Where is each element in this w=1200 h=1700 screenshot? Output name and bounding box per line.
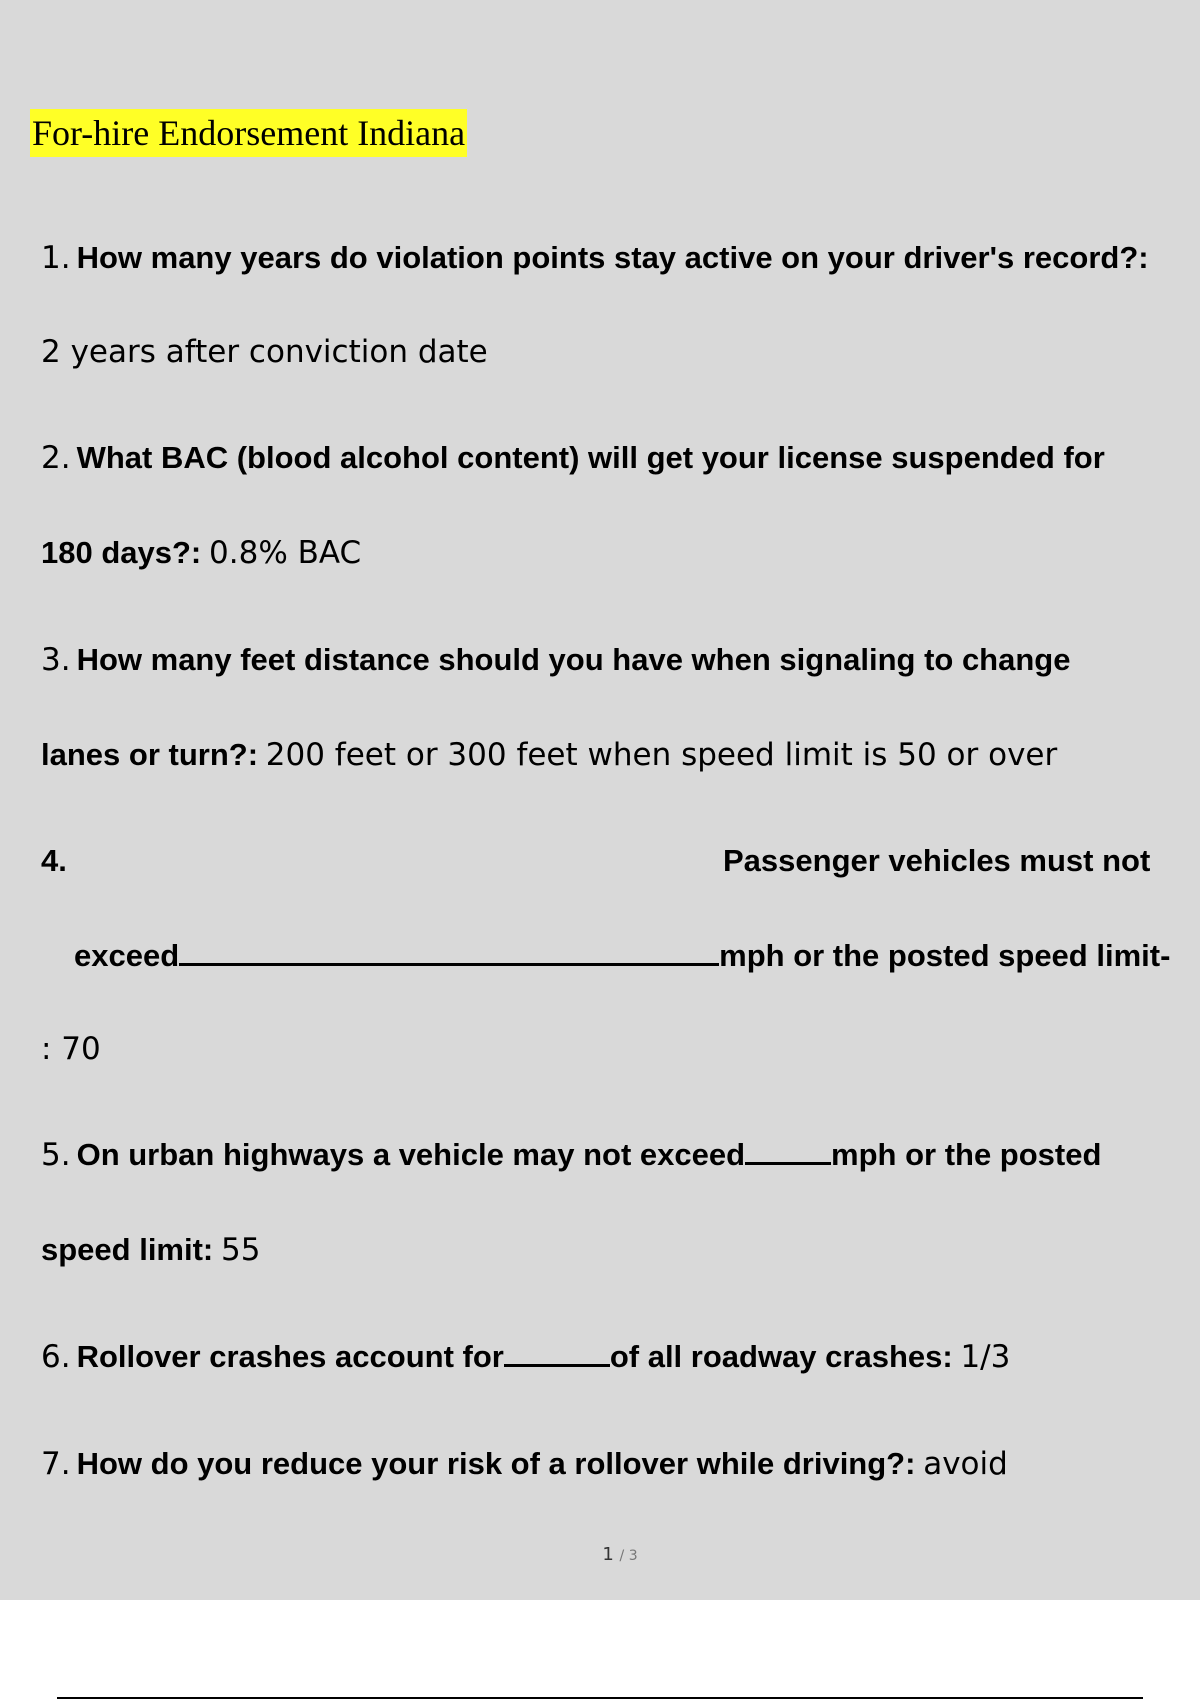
answer-text: : 70 bbox=[41, 1031, 101, 1067]
question-text: speed limit: bbox=[41, 1232, 214, 1267]
question-text: 180 days?: bbox=[41, 535, 202, 570]
question-4 bbox=[723, 843, 1150, 879]
question-text: Rollover crashes account for bbox=[76, 1339, 504, 1374]
question-4-continued bbox=[74, 938, 1170, 974]
question-2-continued bbox=[41, 535, 361, 571]
answer-text: 1/3 bbox=[960, 1339, 1011, 1375]
page-divider bbox=[57, 1697, 1143, 1699]
question-number: 6. bbox=[41, 1339, 71, 1375]
question-text: How many years do violation points stay active on your driver's record?: bbox=[76, 240, 1149, 275]
question-text: of all roadway crashes: bbox=[609, 1339, 953, 1374]
page-indicator bbox=[0, 1544, 1200, 1565]
question-5-continued bbox=[41, 1232, 260, 1268]
question-number: 7. bbox=[41, 1446, 71, 1482]
question-text: mph or the posted bbox=[831, 1137, 1102, 1172]
question-7 bbox=[41, 1446, 1008, 1482]
question-number: 3. bbox=[41, 642, 71, 678]
question-number: 2. bbox=[41, 440, 71, 476]
question-3 bbox=[41, 642, 1070, 678]
question-text: exceed bbox=[74, 938, 180, 973]
answer-1 bbox=[41, 334, 488, 370]
question-5 bbox=[41, 1137, 1101, 1173]
current-page-number: 1 bbox=[602, 1544, 614, 1565]
question-1 bbox=[41, 240, 1149, 276]
answer-text: 2 years after conviction date bbox=[41, 334, 488, 370]
answer-text: 0.8% BAC bbox=[209, 535, 362, 571]
fill-in-blank bbox=[745, 1140, 831, 1165]
question-text: mph or the posted speed limit- bbox=[719, 938, 1171, 973]
document-title: For-hire Endorsement Indiana bbox=[30, 109, 467, 157]
question-text: How do you reduce your risk of a rollover while driving?: bbox=[76, 1446, 916, 1481]
answer-text: avoid bbox=[923, 1446, 1008, 1482]
answer-text: 55 bbox=[221, 1232, 261, 1268]
question-text: How many feet distance should you have when signaling to change bbox=[76, 642, 1071, 677]
question-text: On urban highways a vehicle may not exceed bbox=[76, 1137, 746, 1172]
question-number: 1. bbox=[41, 240, 71, 276]
answer-text: 200 feet or 300 feet when speed limit is 50 or over bbox=[265, 737, 1058, 773]
question-text: Passenger vehicles must not bbox=[723, 843, 1151, 878]
question-2 bbox=[41, 440, 1105, 476]
question-6 bbox=[41, 1339, 1010, 1375]
total-pages: / 3 bbox=[619, 1548, 638, 1564]
question-number: 4. bbox=[41, 843, 67, 878]
answer-4 bbox=[41, 1031, 101, 1067]
question-number: 5. bbox=[41, 1137, 71, 1173]
question-3-continued bbox=[41, 737, 1057, 773]
question-4-number bbox=[41, 843, 67, 879]
question-text: lanes or turn?: bbox=[41, 737, 259, 772]
question-text: What BAC (blood alcohol content) will get your license suspended for bbox=[76, 440, 1105, 475]
fill-in-blank bbox=[504, 1342, 610, 1367]
fill-in-blank bbox=[179, 941, 719, 966]
